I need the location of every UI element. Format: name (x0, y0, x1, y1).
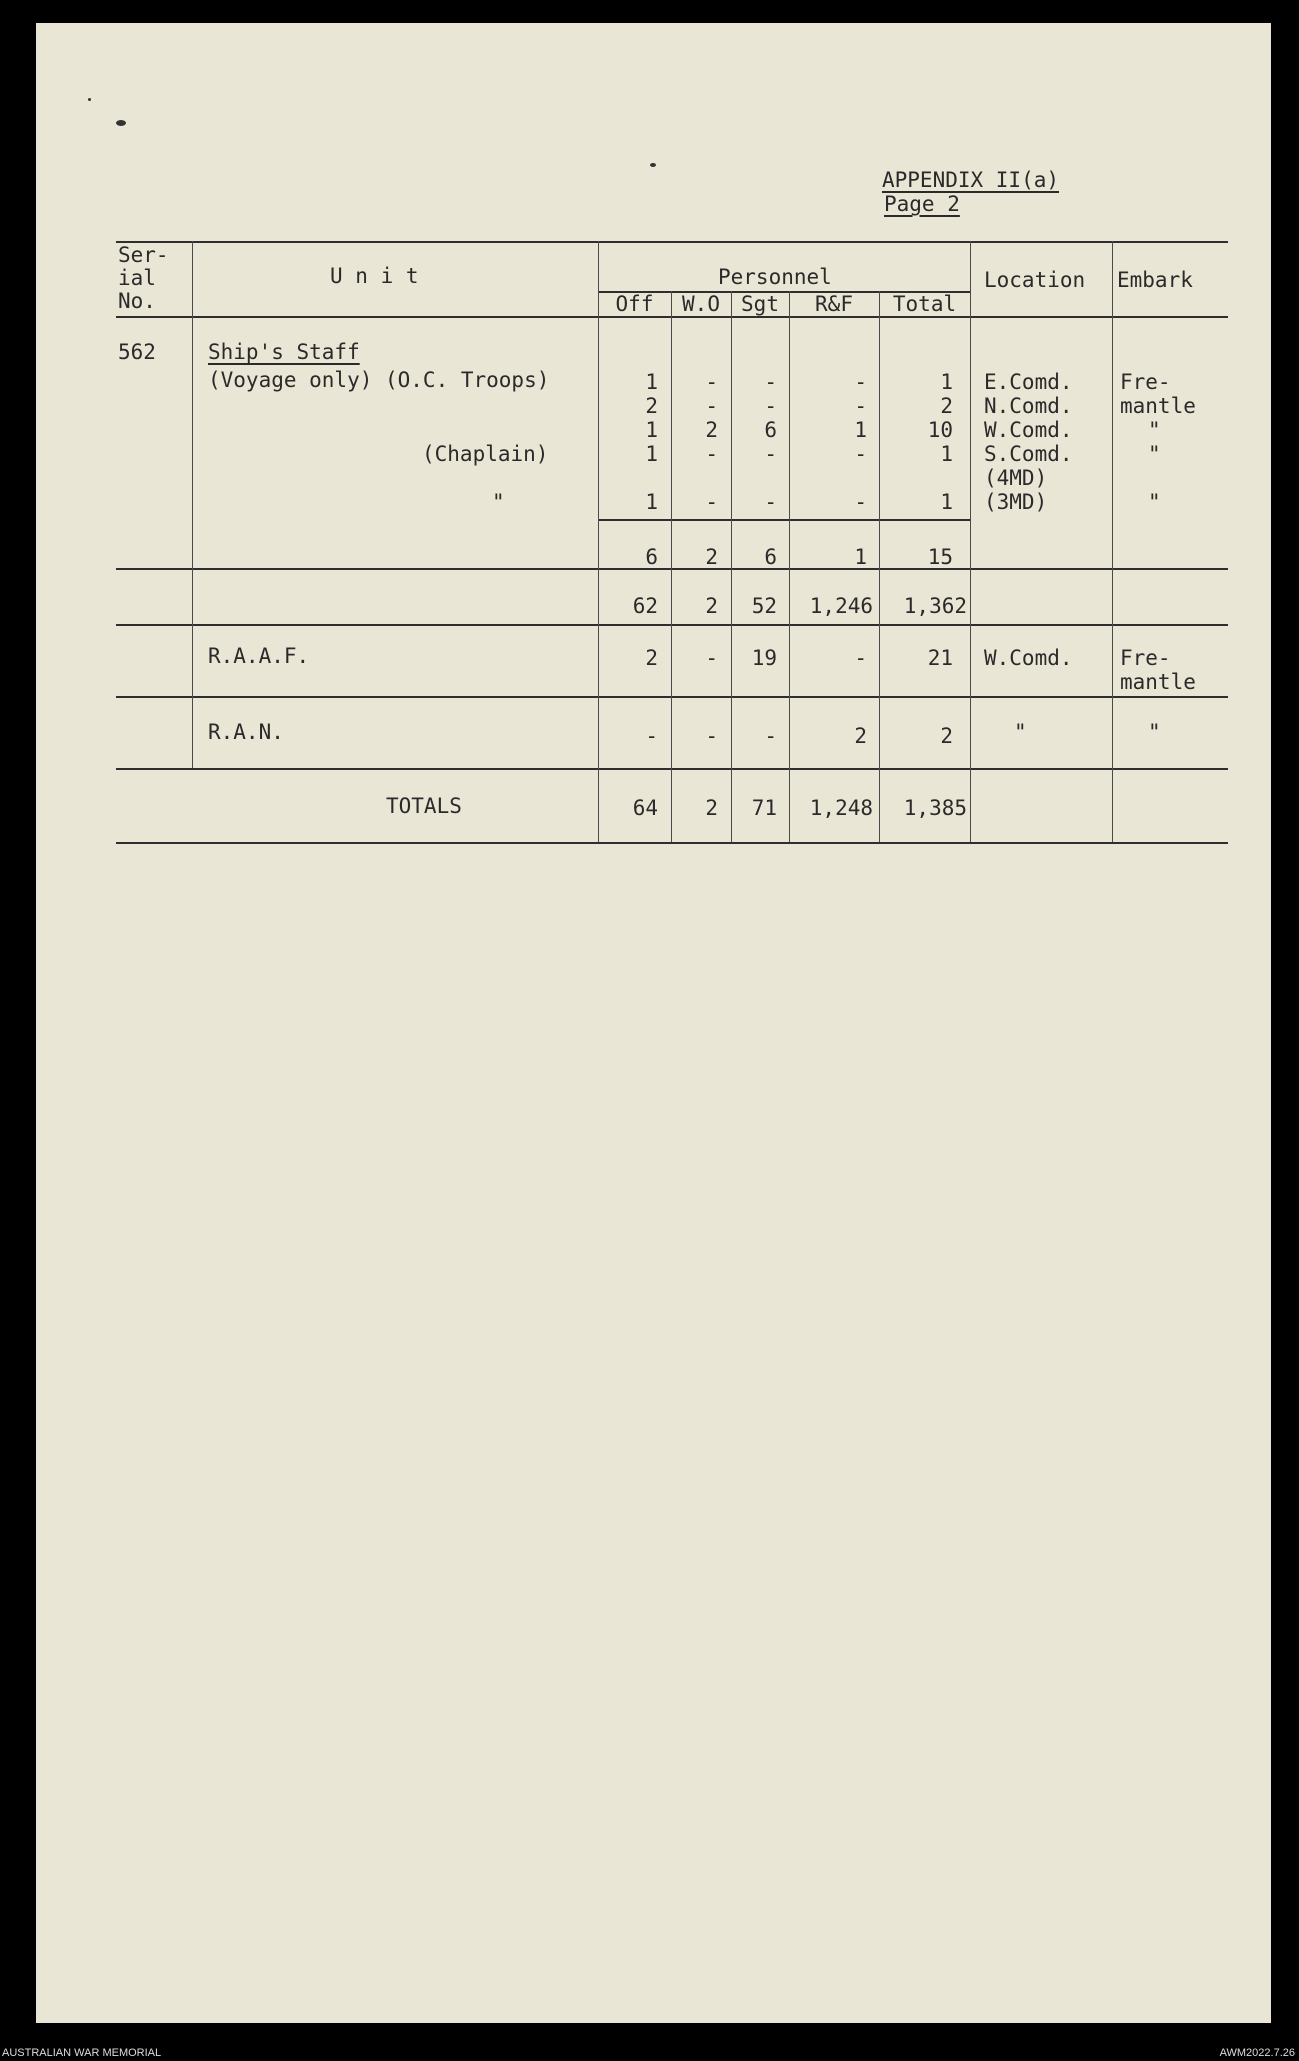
rf-value: - (854, 442, 867, 466)
table-bottom-rule (116, 842, 1228, 844)
sgt-value: - (764, 394, 777, 418)
off-header: Off (615, 292, 654, 316)
rf-value: - (854, 370, 867, 394)
embark-value: " (1148, 490, 1161, 514)
ran-off: - (645, 724, 658, 748)
location-value: S.Comd. (984, 442, 1073, 466)
wo-value: - (705, 442, 718, 466)
sgt-header: Sgt (741, 292, 779, 316)
raaf-sgt: 19 (751, 646, 777, 670)
ditto-mark: " (492, 490, 505, 514)
sgt-value: 6 (764, 418, 777, 442)
personnel-header: Personnel (718, 265, 832, 289)
carried-wo: 2 (705, 594, 718, 618)
page-number: Page 2 (884, 192, 960, 216)
serial-header-1: Ser- (118, 243, 169, 267)
row-rule (116, 768, 1228, 770)
rf-value: - (854, 490, 867, 514)
chaplain-label: (Chaplain) (422, 442, 549, 466)
location-value: N.Comd. (984, 394, 1073, 418)
location-value: W.Comd. (984, 418, 1073, 442)
subtotal-wo: 2 (705, 545, 718, 569)
embark-value: mantle (1120, 394, 1196, 418)
unit-subtitle: (Voyage only) (O.C. Troops) (208, 368, 550, 392)
totals-sgt: 71 (751, 796, 777, 820)
totals-off: 64 (632, 796, 658, 820)
document-page (36, 23, 1271, 2023)
subtotal-rule (598, 519, 970, 521)
ran-location: " (1014, 720, 1027, 744)
totals-rf: 1,248 (809, 796, 873, 820)
off-value: 1 (645, 442, 658, 466)
off-value: 1 (645, 370, 658, 394)
off-value: 1 (645, 490, 658, 514)
wo-value: 2 (705, 418, 718, 442)
subtotal-total: 15 (927, 545, 953, 569)
ran-total: 2 (940, 724, 953, 748)
location-header: Location (984, 268, 1086, 292)
column-rule (598, 241, 599, 842)
footer-right: AWM2022.7.26 (1219, 2047, 1295, 2059)
table-top-rule (116, 241, 1228, 243)
sgt-value: - (764, 490, 777, 514)
raaf-embark-2: mantle (1120, 670, 1196, 694)
embark-header: Embark (1117, 268, 1193, 292)
total-value: 1 (940, 442, 953, 466)
raaf-wo: - (705, 646, 718, 670)
paper-speck (88, 98, 91, 101)
subtotal-rf: 1 (854, 545, 867, 569)
totals-label: TOTALS (386, 794, 462, 818)
total-value: 1 (940, 490, 953, 514)
unit-header: U n i t (330, 264, 419, 288)
total-value: 1 (940, 370, 953, 394)
location-value: (3MD) (984, 490, 1048, 514)
wo-value: - (705, 370, 718, 394)
rf-value: 1 (854, 418, 867, 442)
embark-value: " (1148, 418, 1161, 442)
wo-value: - (705, 394, 718, 418)
appendix-title: APPENDIX II(a) (882, 168, 1060, 192)
off-value: 1 (645, 418, 658, 442)
footer-left: AUSTRALIAN WAR MEMORIAL (2, 2047, 162, 2059)
raaf-rf: - (854, 646, 867, 670)
total-value: 2 (940, 394, 953, 418)
wo-value: - (705, 490, 718, 514)
carried-rf: 1,246 (809, 594, 873, 618)
row-rule (116, 696, 1228, 698)
carried-sgt: 52 (751, 594, 777, 618)
off-value: 2 (645, 394, 658, 418)
total-header: Total (892, 292, 957, 316)
raaf-off: 2 (645, 646, 658, 670)
subtotal-off: 6 (645, 545, 658, 569)
carried-total: 1,362 (903, 594, 967, 618)
location-value: (4MD) (984, 466, 1048, 490)
serial-number: 562 (118, 340, 156, 364)
paper-speck (116, 120, 126, 126)
ran-sgt: - (764, 724, 777, 748)
totals-wo: 2 (705, 796, 718, 820)
rf-value: - (854, 394, 867, 418)
wo-header: W.O (682, 292, 720, 316)
column-rule (1112, 241, 1113, 842)
raaf-location: W.Comd. (984, 646, 1073, 670)
carried-off: 62 (632, 594, 658, 618)
serial-header-3: No. (118, 289, 156, 313)
column-rule (192, 241, 193, 768)
total-value: 10 (927, 418, 953, 442)
rf-header: R&F (815, 292, 853, 316)
ran-wo: - (705, 724, 718, 748)
sgt-value: - (764, 370, 777, 394)
embark-value: Fre- (1120, 370, 1171, 394)
ran-embark: " (1148, 720, 1161, 744)
raaf-total: 21 (927, 646, 953, 670)
ran-rf: 2 (854, 724, 867, 748)
row-rule (116, 624, 1228, 626)
location-value: E.Comd. (984, 370, 1073, 394)
unit-title: Ship's Staff (208, 340, 360, 364)
column-rule (970, 241, 971, 842)
embark-value: " (1148, 442, 1161, 466)
sgt-value: - (764, 442, 777, 466)
raaf-unit: R.A.A.F. (208, 644, 310, 668)
serial-header-2: ial (118, 266, 156, 290)
raaf-embark-1: Fre- (1120, 646, 1171, 670)
ran-unit: R.A.N. (208, 720, 284, 744)
totals-total: 1,385 (903, 796, 967, 820)
subtotal-sgt: 6 (764, 545, 777, 569)
paper-speck (650, 163, 656, 167)
